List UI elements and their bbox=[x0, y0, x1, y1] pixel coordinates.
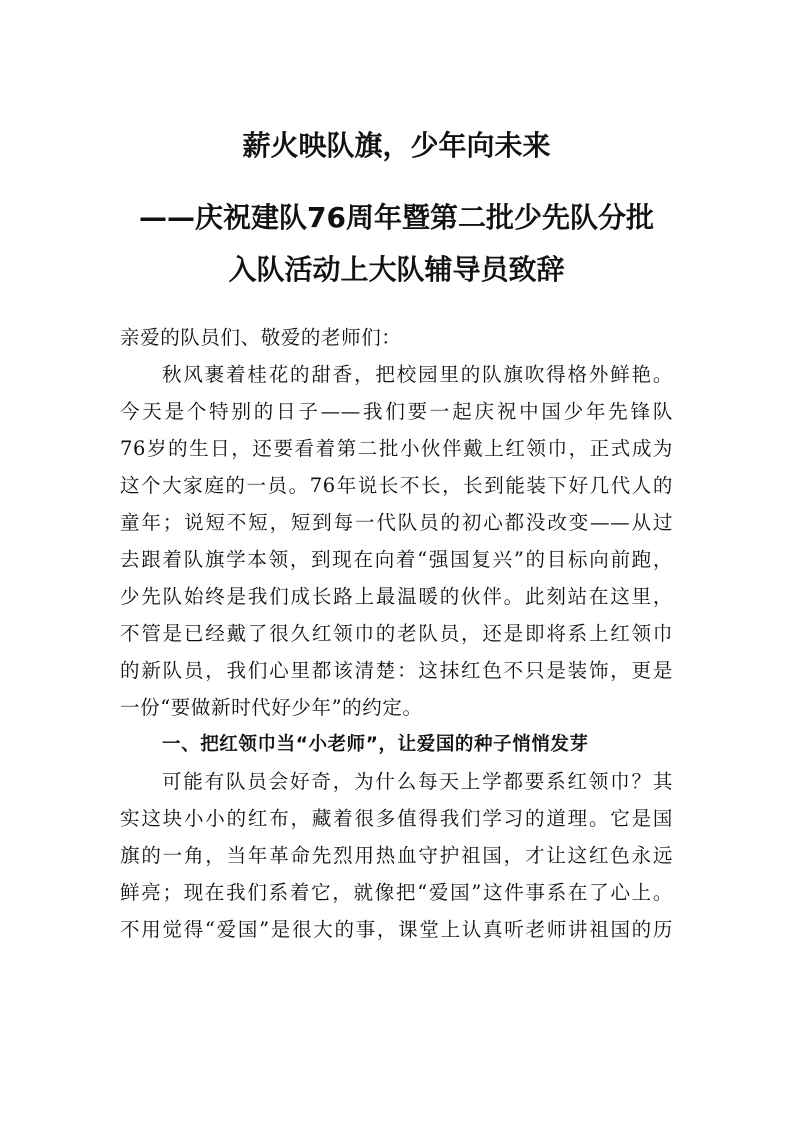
paragraph-2-line: 实这块小小的红布，藏着很多值得我们学习的道理。它是国 bbox=[120, 807, 673, 830]
paragraph-1-line: 今天是个特别的日子——我们要一起庆祝中国少年先锋队 bbox=[120, 400, 673, 423]
paragraph-2-line: 旗的一角，当年革命先烈用热血守护祖国，才让这红色永远 bbox=[120, 844, 673, 867]
paragraph-1-line: 少先队始终是我们成长路上最温暖的伙伴。此刻站在这里， bbox=[120, 585, 673, 608]
document-subtitle-line-2: 入队活动上大队辅导员致辞 bbox=[228, 253, 565, 286]
paragraph-1-line: 去跟着队旗学本领，到现在向着“强国复兴”的目标向前跑， bbox=[120, 548, 673, 571]
paragraph-2-line: 不用觉得“爱国”是很大的事，课堂上认真听老师讲祖国的历 bbox=[120, 918, 673, 941]
document-subtitle-line-1: ——庆祝建队76周年暨第二批少先队分批 bbox=[139, 201, 654, 234]
paragraph-2-line: 可能有队员会好奇，为什么每天上学都要系红领巾？其 bbox=[162, 770, 673, 793]
paragraph-1-line: 这个大家庭的一员。76年说长不长，长到能装下好几代人的 bbox=[120, 474, 673, 497]
paragraph-1-line: 一份“要做新时代好少年”的约定。 bbox=[120, 696, 423, 719]
paragraph-2-line: 鲜亮；现在我们系着它，就像把“爱国”这件事系在了心上。 bbox=[120, 881, 673, 904]
paragraph-1-line: 秋风裹着桂花的甜香，把校园里的队旗吹得格外鲜艳。 bbox=[162, 363, 673, 386]
document-body bbox=[120, 319, 673, 948]
paragraph-1-line: 76岁的生日，还要看着第二批小伙伴戴上红领巾，正式成为 bbox=[120, 437, 673, 460]
section-1-heading: 一、把红领巾当“小老师”，让爱国的种子悄悄发芽 bbox=[162, 734, 589, 755]
salutation: 亲爱的队员们、敬爱的老师们： bbox=[120, 326, 402, 349]
paragraph-1-line: 童年；说短不短，短到每一代队员的初心都没改变——从过 bbox=[120, 511, 673, 534]
paragraph-1-line: 的新队员，我们心里都该清楚：这抹红色不只是装饰，更是 bbox=[120, 659, 673, 682]
paragraph-1-line: 不管是已经戴了很久红领巾的老队员，还是即将系上红领巾 bbox=[120, 622, 673, 645]
document-title: 薪火映队旗，少年向未来 bbox=[242, 129, 551, 162]
